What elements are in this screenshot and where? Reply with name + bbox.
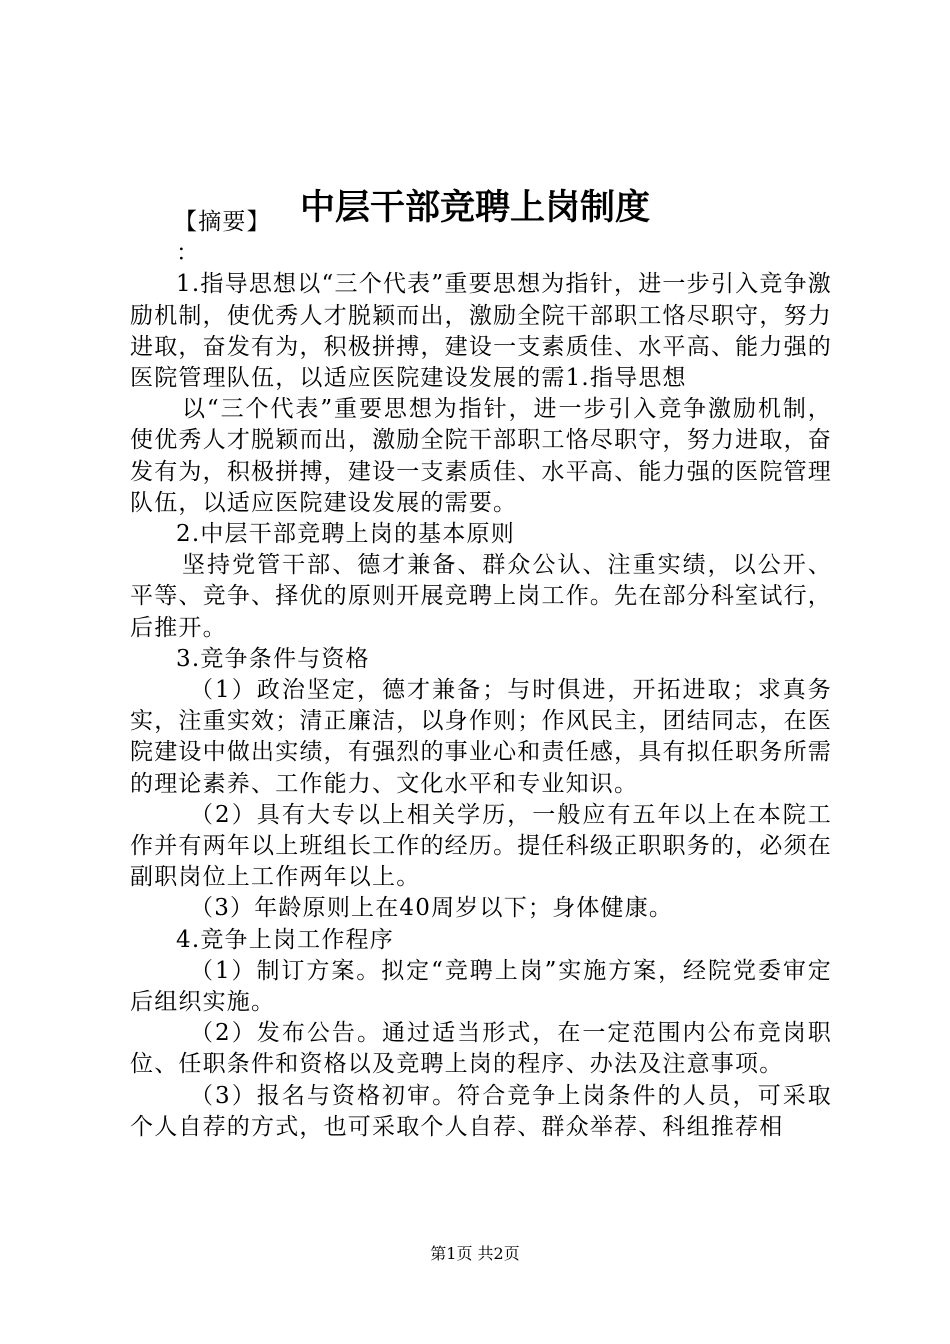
- paragraph-procedure-3: （3）报名与资格初审。符合竞争上岗条件的人员，可采取个人自荐的方式，也可采取个人自荐、群众举荐、科组推荐相: [130, 1082, 832, 1140]
- section-heading-principles: 2.中层干部竞聘上岗的基本原则: [176, 521, 515, 548]
- paragraph-condition-3: （3）年龄原则上在40周岁以下；身体健康。: [190, 895, 674, 922]
- section-heading-conditions: 3.竞争条件与资格: [176, 645, 370, 672]
- section-heading-procedure: 4.竞争上岗工作程序: [176, 926, 394, 953]
- document-title: 中层干部竞聘上岗制度: [299, 188, 650, 228]
- abstract-colon: ：: [176, 240, 201, 267]
- paragraph-principles: 坚持党管干部、德才兼备、群众公认、注重实绩，以公开、平等、竞争、择优的原则开展竞聘上岗工作。先在部分科室试行，后推开。: [130, 552, 832, 641]
- paragraph-condition-2: （2）具有大专以上相关学历，一般应有五年以上在本院工作并有两年以上班组长工作的经历。提任科级正职职务的，必须在副职岗位上工作两年以上。: [130, 801, 832, 891]
- paragraph-guiding-thought: 以“三个代表”重要思想为指针，进一步引入竞争激励机制，使优秀人才脱颖而出，激励全院干部职工恪尽职守，努力进取，奋发有为，积极拼搏，建设一支素质佳、水平高、能力强的医院管理队伍，以适应医院建设发展的需要。: [130, 396, 832, 516]
- abstract-label: 【摘要】: [174, 209, 271, 235]
- paragraph-procedure-2: （2）发布公告。通过适当形式，在一定范围内公布竞岗职位、任职条件和资格以及竞聘上岗的程序、办法及注意事项。: [130, 1020, 832, 1078]
- document-body: [130, 207, 832, 1143]
- paragraph-procedure-1: （1）制订方案。拟定“竞聘上岗”实施方案，经院党委审定后组织实施。: [130, 957, 832, 1016]
- paragraph-guiding-thought-summary: 1.指导思想以“三个代表”重要思想为指针，进一步引入竞争激励机制，使优秀人才脱颖而出，激励全院干部职工恪尽职守，努力进取，奋发有为，积极拼搏，建设一支素质佳、水平高、能力强的医院管理队伍，以适应医院建设发展的需1.指导思想: [130, 271, 832, 392]
- paragraph-condition-1: （1）政治坚定，德才兼备；与时俱进，开拓进取；求真务实，注重实效；清正廉洁，以身作则；作风民主，团结同志，在医院建设中做出实绩，有强烈的事业心和责任感，具有拟任职务所需的理论素养、工作能力、文化水平和专业知识。: [130, 677, 832, 797]
- page-footer: 第1页 共2页: [430, 1244, 520, 1263]
